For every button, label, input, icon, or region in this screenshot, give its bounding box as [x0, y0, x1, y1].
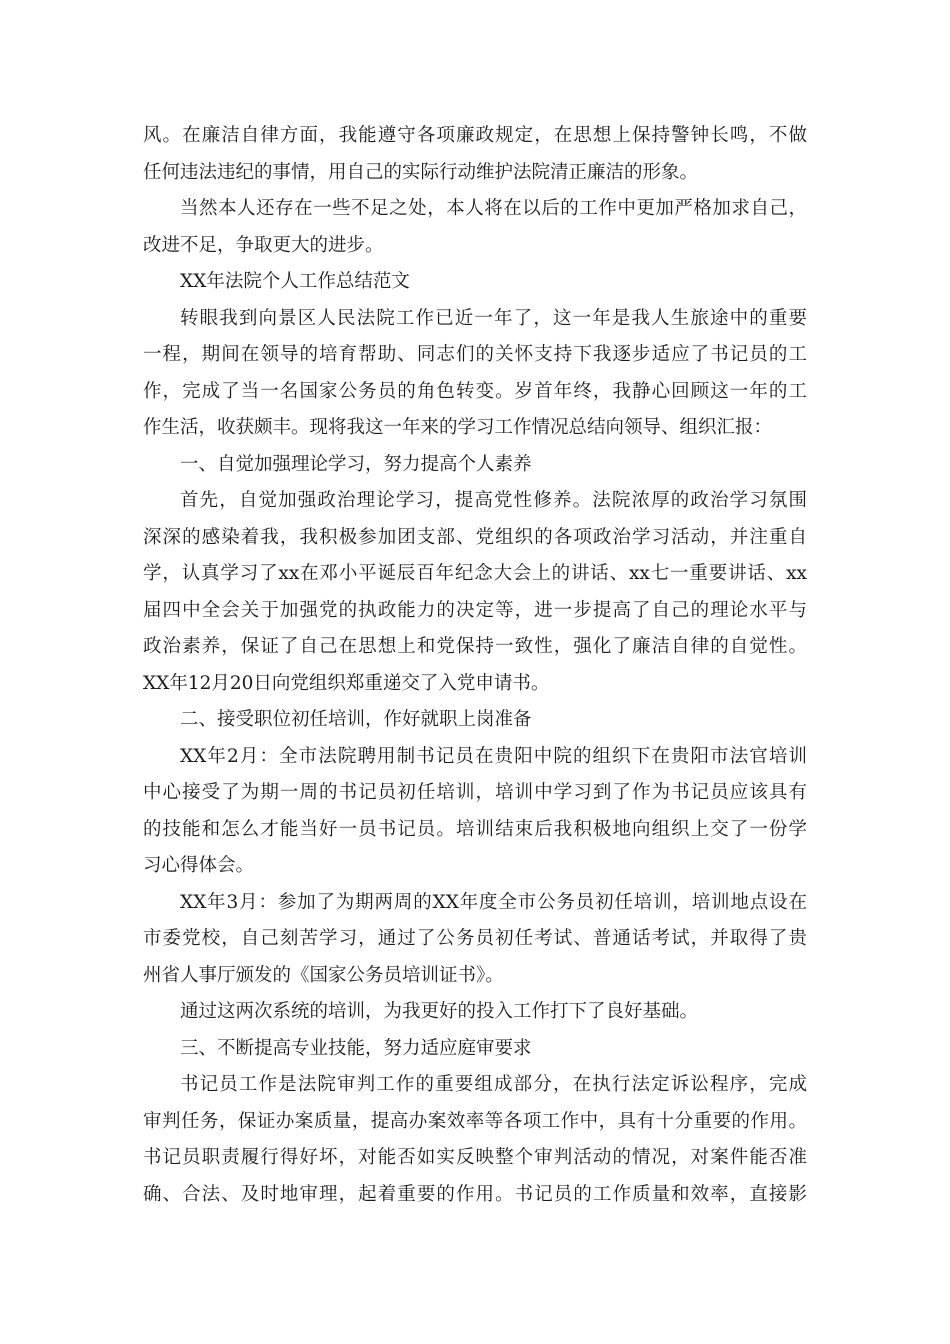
text-line: 风。在廉洁自律方面，我能遵守各项廉政规定，在思想上保持警钟长鸣，不做	[143, 125, 807, 146]
text-line: 通过这两次系统的培训，为我更好的投入工作打下了良好基础。	[180, 1001, 699, 1022]
text-line: 市委党校，自己刻苦学习，通过了公务员初任考试、普通话考试，并取得了贵	[143, 928, 807, 949]
text-line: 届四中全会关于加强党的执政能力的决定等，进一步提高了自己的理论水平与	[143, 599, 807, 621]
text-line: 转眼我到向景区人民法院工作已近一年了，这一年是我人生旅途中的重要	[180, 307, 807, 329]
text-line: 州省人事厅颁发的《国家公务员培训证书》。	[143, 964, 504, 986]
text-line: 确、合法、及时地审理，起着重要的作用。书记员的工作质量和效率，直接影	[143, 1183, 807, 1205]
text-line: 的技能和怎么才能当好一员书记员。培训结束后我积极地向组织上交了一份学	[143, 818, 807, 840]
text-line: 改进不足，争取更大的进步。	[143, 234, 384, 256]
text-line: 一、自觉加强理论学习，努力提高个人素养	[180, 453, 532, 475]
text-line: 作，完成了当一名国家公务员的角色转变。岁首年终，我静心回顾这一年的工	[143, 380, 807, 402]
text-line: 深深的感染着我，我积极参加团支部、党组织的各项政治学习活动，并注重自	[143, 526, 807, 548]
document-body	[143, 118, 807, 1213]
text-line: XX年3月：参加了为期两周的XX年度全市公务员初任培训，培训地点设在	[180, 891, 807, 913]
text-line: XX年12月20日向党组织郑重递交了入党申请书。	[143, 672, 550, 694]
text-line: XX年法院个人工作总结范文	[180, 271, 410, 292]
text-line: 习心得体会。	[143, 855, 255, 876]
text-line: 三、不断提高专业技能，努力适应庭审要求	[180, 1037, 532, 1059]
text-line: 首先，自觉加强政治理论学习，提高党性修养。法院浓厚的政治学习氛围	[180, 490, 807, 511]
text-line: 任何违法违纪的事情，用自己的实际行动维护法院清正廉洁的形象。	[143, 161, 699, 183]
text-line: 书记员工作是法院审判工作的重要组成部分，在执行法定诉讼程序，完成	[180, 1074, 807, 1095]
text-line: 学，认真学习了xx在邓小平诞辰百年纪念大会上的讲话、xx七一重要讲话、xx	[143, 563, 807, 584]
text-line: XX年2月：全市法院聘用制书记员在贵阳中院的组织下在贵阳市法官培训	[180, 745, 807, 767]
text-line: 一程，期间在领导的培育帮助、同志们的关怀支持下我逐步适应了书记员的工	[143, 344, 807, 365]
text-line: 政治素养，保证了自己在思想上和党保持一致性，强化了廉洁自律的自觉性。	[143, 636, 807, 657]
text-line: 审判任务，保证办案质量，提高办案效率等各项工作中，具有十分重要的作用。	[143, 1110, 807, 1132]
text-line: 二、接受职位初任培训，作好就职上岗准备	[180, 709, 532, 730]
text-line: 中心接受了为期一周的书记员初任培训，培训中学习到了作为书记员应该具有	[143, 782, 807, 803]
text-line: 作生活，收获颇丰。现将我这一年来的学习工作情况总结向领导、组织汇报：	[143, 417, 773, 438]
text-line: 书记员职责履行得好坏，对能否如实反映整个审判活动的情况，对案件能否准	[143, 1147, 807, 1168]
text-line: 当然本人还存在一些不足之处，本人将在以后的工作中更加严格加求自己，	[180, 198, 807, 219]
